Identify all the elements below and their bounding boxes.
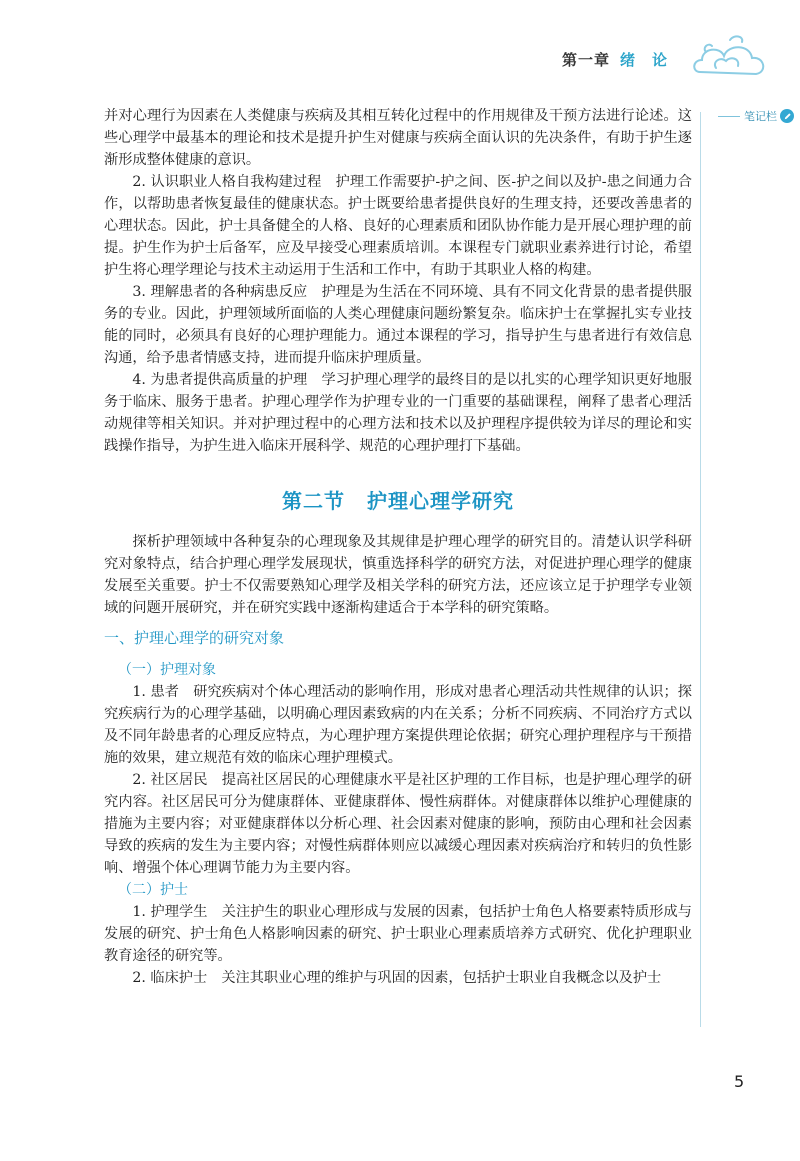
section-name: 护理心理学研究 xyxy=(367,489,514,513)
page-header xyxy=(0,0,800,100)
notes-margin-label xyxy=(718,107,794,125)
paragraph: 2. 认识职业人格自我构建过程 护理工作需要护-护之间、医-护之间以及护-患之间通力合作，以帮助患者恢复最佳的健康状态。护士既要给患者提供良好的生理支持，还要改善患者的心理状态。因此，护士具备健全的人格、良好的心理素质和团队协作能力是开展心理护理的前提。护生作为护士后备军，应及早接受心理素质培训。本课程专门就职业素养进行讨论，希望护生将心理学理论与技术主动运用于生活和工作中，有助于其职业人格的构建。 xyxy=(104,174,692,278)
section-number: 第二节 xyxy=(282,489,345,513)
list-item: 2. 临床护士 关注其职业心理的维护与巩固的因素，包括护士职业自我概念以及护士 xyxy=(132,970,662,986)
note-label: 笔记栏 xyxy=(744,110,777,123)
paragraph: 并对心理行为因素在人类健康与疾病及其相互转化过程中的作用规律及干预方法进行论述。这些心理学中最基本的理论和技术是提升护生对健康与疾病全面认识的先决条件，有助于护生逐渐形成整体健康的意识。 xyxy=(104,108,692,168)
group-heading: （二）护士 xyxy=(118,882,188,898)
chapter-name: 绪 论 xyxy=(620,51,669,69)
page-number: 5 xyxy=(734,1072,745,1091)
section-intro: 探析护理领域中各种复杂的心理现象及其规律是护理心理学的研究目的。清楚认识学科研究对象特点，结合护理心理学发展现状，慎重选择科学的研究方法，对促进护理心理学的健康发展至关重要。护士不仅需要熟知心理学及相关学科的研究方法，还应该立足于护理学专业领域的问题开展研究，并在研究实践中逐渐构建适合于本学科的研究策略。 xyxy=(104,534,692,616)
chapter-number: 第一章 xyxy=(562,51,611,69)
subsection-heading: 一、护理心理学的研究对象 xyxy=(104,629,285,647)
body-text xyxy=(104,105,692,989)
cloud-ornament-icon xyxy=(690,28,770,88)
running-head xyxy=(562,49,668,70)
list-item: 2. 社区居民 提高社区居民的心理健康水平是社区护理的工作目标，也是护理心理学的研究内容。社区居民可分为健康群体、亚健康群体、慢性病群体。对健康群体以维护心理健康的措施为主要内容；对亚健康群体以分析心理、社会因素对健康的影响，预防由心理和社会因素导致的疾病的发生为主要内容；对慢性病群体则应以减缓心理因素对疾病治疗和转归的负性影响、增强个体心理调节能力为主要内容。 xyxy=(104,772,692,876)
group-heading: （一）护理对象 xyxy=(118,662,216,678)
note-dash xyxy=(718,116,740,117)
pencil-icon xyxy=(780,109,794,123)
list-item: 1. 护理学生 关注护生的职业心理形成与发展的因素，包括护士角色人格要素特质形成与发展的研究、护士角色人格影响因素的研究、护士职业心理素质培养方式研究、优化护理职业教育途径的研究等。 xyxy=(104,904,692,964)
list-item: 1. 患者 研究疾病对个体心理活动的影响作用，形成对患者心理活动共性规律的认识；探究疾病行为的心理学基础，以明确心理因素致病的内在关系；分析不同疾病、不同治疗方式以及不同年龄患者的心理反应特点，为心理护理方案提供理论依据；研究心理护理程序与干预措施的效果，建立规范有效的临床心理护理模式。 xyxy=(104,684,692,766)
paragraph: 3. 理解患者的各种病患反应 护理是为生活在不同环境、具有不同文化背景的患者提供服务的专业。因此，护理领域所面临的人类心理健康问题纷繁复杂。临床护士在掌握扎实专业技能的同时，必须具有良好的心理护理能力。通过本课程的学习，指导护生与患者进行有效信息沟通，给予患者情感支持，进而提升临床护理质量。 xyxy=(104,284,692,366)
section-title xyxy=(104,490,692,512)
paragraph: 4. 为患者提供高质量的护理 学习护理心理学的最终目的是以扎实的心理学知识更好地服务于临床、服务于患者。护理心理学作为护理专业的一门重要的基础课程，阐释了患者心理活动规律等相关知识。并对护理过程中的心理方法和技术以及护理程序提供较为详尽的理论和实践操作指导，为护生进入临床开展科学、规范的心理护理打下基础。 xyxy=(104,372,692,454)
margin-rule xyxy=(700,112,701,1027)
